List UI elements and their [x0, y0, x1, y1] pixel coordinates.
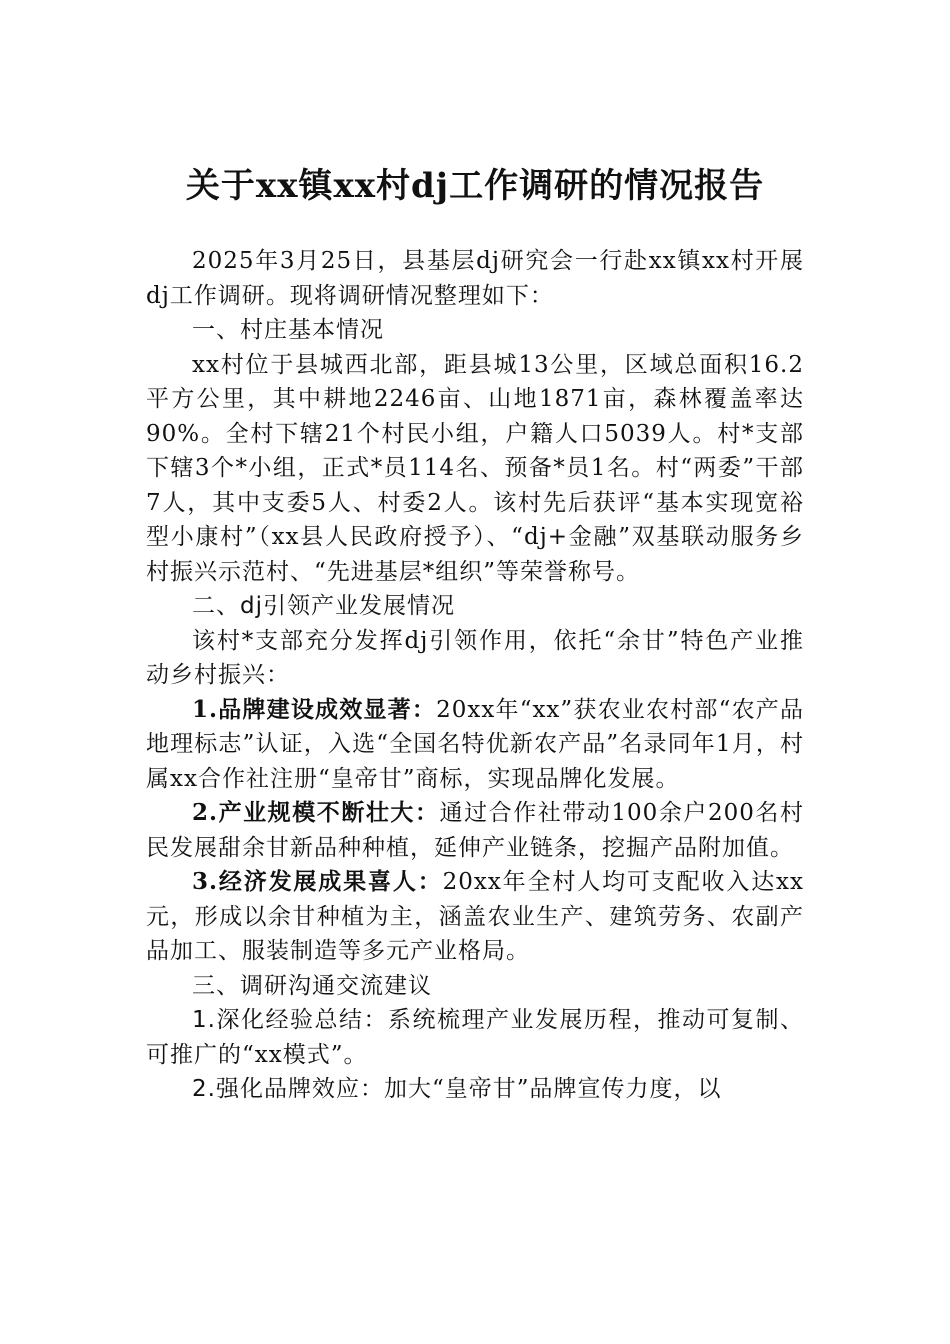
- section-2-heading: 二、dj引领产业发展情况: [192, 593, 455, 619]
- intro-paragraph: 2025年3月25日，县基层dj研究会一行赴xx镇xx村开展dj工作调研。现将调研情况整理如下：: [146, 248, 804, 309]
- section-1-heading: 一、村庄基本情况: [192, 317, 384, 343]
- item-text: 通过合作社带动100余户200名村民发展甜余甘新品种种植，延伸产业链条，挖掘产品附加值。: [146, 800, 804, 861]
- item-text: 加大“皇帝甘”品牌宣传力度，以: [383, 1076, 722, 1102]
- item-text: 20xx年“xx”获农业农村部“农产品地理标志”认证，入选“全国名特优新农产品”名录同年1月，村属xx合作社注册“皇帝甘”商标，实现品牌化发展。: [146, 696, 804, 792]
- section-2-lead: 该村*支部充分发挥dj引领作用，依托“余甘”特色产业推动乡村振兴：: [146, 627, 804, 688]
- item-label: 3.经济发展成果喜人：: [192, 868, 443, 895]
- section-1-paragraph: xx村位于县城西北部，距县城13公里，区域总面积16.2平方公里，其中耕地2246亩、山地1871亩，森林覆盖率达90%。全村下辖21个村民小组，户籍人口5039人。村*支部下辖3个*小组，正式*员114名、预备*员1名。村“两委”干部7人，其中支委5人、村委2人。该村先后获评“基本实现宽裕型小康村”（xx县人民政府授予）、“dj+金融”双基联动服务乡村振兴示范村、“先进基层*组织”等荣誉称号。: [146, 351, 804, 585]
- section-3-item-1: [146, 1003, 804, 1072]
- item-label: 1.品牌建设成效显著：: [192, 695, 437, 723]
- document-body: [146, 244, 804, 1107]
- section-3-item-2: [146, 1072, 804, 1107]
- item-text: 系统梳理产业发展历程，推动可复制、可推广的“xx模式”。: [146, 1007, 804, 1068]
- document-title: 关于xx镇xx村dj工作调研的情况报告: [185, 166, 765, 206]
- section-2-item-2: [146, 796, 804, 865]
- section-2-item-1: [146, 693, 804, 797]
- item-text: 20xx年全村人均可支配收入达xx元，形成以余甘种植为主，涵盖农业生产、建筑劳务、农副产品加工、服装制造等多元产业格局。: [146, 869, 804, 964]
- item-label: 2.强化品牌效应：: [192, 1076, 384, 1102]
- item-label: 1.深化经验总结：: [192, 1007, 388, 1033]
- section-2-item-3: [146, 865, 804, 969]
- item-label: 2.产业规模不断壮大：: [192, 799, 440, 826]
- section-3-heading: 三、调研沟通交流建议: [192, 972, 432, 999]
